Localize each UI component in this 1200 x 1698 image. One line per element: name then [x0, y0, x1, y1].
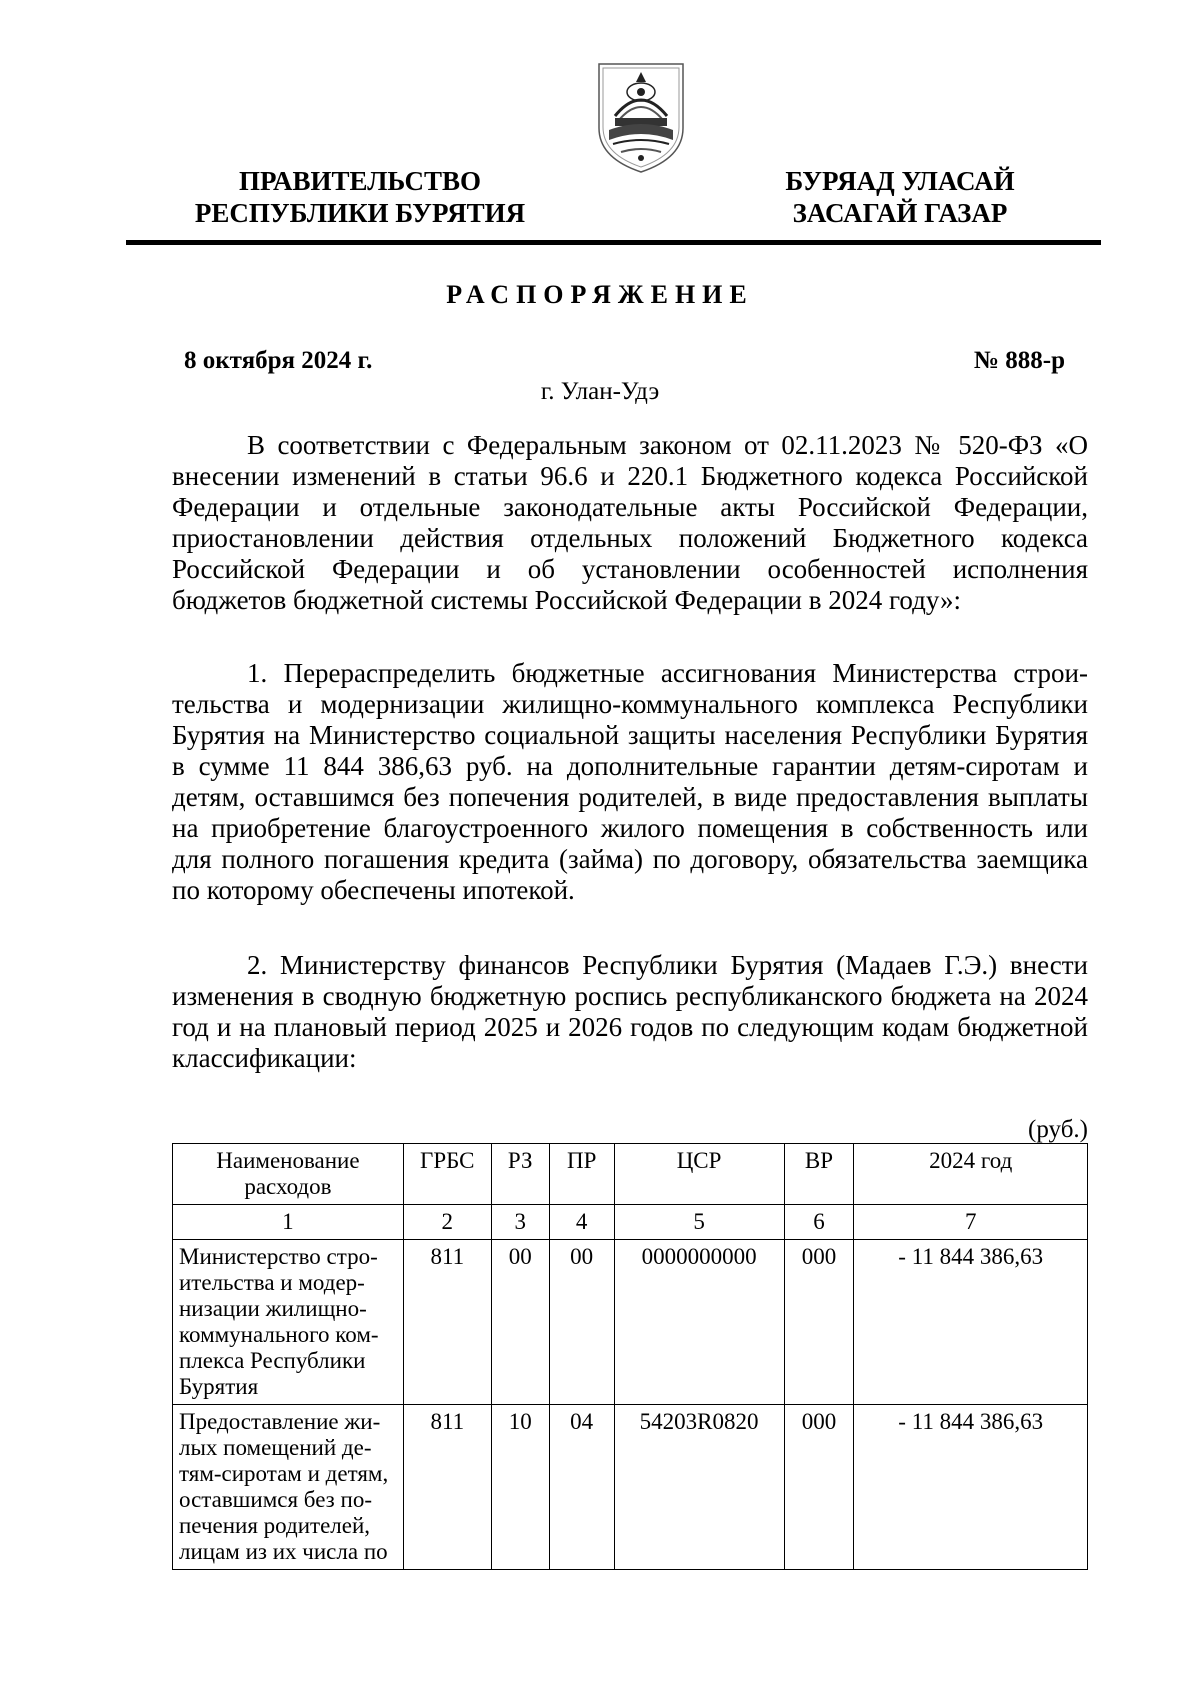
table-column-number-row: [173, 1205, 1088, 1240]
table-row: [173, 1405, 1088, 1570]
row-pr: 00: [549, 1240, 614, 1405]
table-row: [173, 1240, 1088, 1405]
header-right-line1: БУРЯАД УЛАСАЙ: [785, 166, 1015, 196]
document-city: г. Улан-Удэ: [540, 378, 660, 405]
table-unit-label: (руб.): [1028, 1116, 1088, 1143]
row-grbs: 811: [403, 1405, 491, 1570]
table-header-row: [173, 1144, 1088, 1205]
row-amount: - 11 844 386,63: [854, 1240, 1088, 1405]
header-cell-rz: РЗ: [491, 1144, 549, 1205]
header-cell-vr: ВР: [784, 1144, 854, 1205]
column-number: 4: [549, 1205, 614, 1240]
row-grbs: 811: [403, 1240, 491, 1405]
column-number: 6: [784, 1205, 854, 1240]
header-left-line2: РЕСПУБЛИКИ БУРЯТИЯ: [194, 198, 526, 228]
row-rz: 10: [491, 1405, 549, 1570]
preamble-paragraph: В соответствии с Федеральным законом от 02.11.2023 № 520-ФЗ «О внесении изменений в статьи 96.6 и 220.1 Бюджетного кодекса Российской Федерации и отдельные законодательные акты Российской Федерации, приостановлении действия отдельных положений Бюджетного кодекса Российской Федерации и об установлении особенностей исполнения бюджетов бюджетной системы Российской Федерации в 2024 году»:: [172, 430, 1088, 615]
row-name: Министерство строительства и модернизации жилищно-коммунального комплекса Республики Бурятия: [173, 1240, 404, 1405]
header-left-line1: ПРАВИТЕЛЬСТВО: [238, 166, 482, 196]
header-cell-csr: ЦСР: [614, 1144, 784, 1205]
row-name: Предоставление жилых помещений детям-сиротам и детям, оставшимся без попечения родителей, лицам из их числа по: [173, 1405, 404, 1570]
row-amount: - 11 844 386,63: [854, 1405, 1088, 1570]
column-number: 5: [614, 1205, 784, 1240]
document-title: РАСПОРЯЖЕНИЕ: [446, 280, 754, 309]
row-csr: 54203R0820: [614, 1405, 784, 1570]
header-cell-grbs: ГРБС: [403, 1144, 491, 1205]
budget-table: [172, 1143, 1088, 1570]
column-number: 7: [854, 1205, 1088, 1240]
row-vr: 000: [784, 1240, 854, 1405]
header-right-line2: ЗАСАГАЙ ГАЗАР: [792, 198, 1008, 228]
document-date: 8 октября 2024 г.: [184, 347, 373, 374]
header-cell-pr: ПР: [549, 1144, 614, 1205]
row-pr: 04: [549, 1405, 614, 1570]
item-2-paragraph: 2. Министерству финансов Республики Бурятия (Мадаев Г.Э.) внести изменения в сводную бюджетную роспись республиканского бюджета на 2024 год и на плановый период 2025 и 2026 годов по следующим кодам бюджетной классификации:: [172, 950, 1088, 1073]
column-number: 3: [491, 1205, 549, 1240]
column-number: 2: [403, 1205, 491, 1240]
header-cell-name: Наименование расходов: [173, 1144, 404, 1205]
row-csr: 0000000000: [614, 1240, 784, 1405]
row-vr: 000: [784, 1405, 854, 1570]
row-rz: 00: [491, 1240, 549, 1405]
government-name-bua: [740, 165, 1060, 229]
document-number: № 888-р: [973, 347, 1065, 374]
header-divider: [126, 240, 1101, 245]
coat-of-arms-icon: [593, 58, 689, 176]
column-number: 1: [173, 1205, 404, 1240]
government-name-ru: [160, 165, 560, 229]
item-1-paragraph: 1. Перераспределить бюджетные ассигнования Министерства строительства и модернизации жилищно-коммунального комплекса Республики Бурятия на Министерство социальной защиты населения Республики Бурятия в сумме 11 844 386,63 руб. на дополнительные гарантии детям-сиротам и детям, оставшимся без попечения родителей, в виде предоставления выплаты на приобретение благоустроенного жилого помещения в собственность или для полного погашения кредита (займа) по договору, обязательства заемщика по которому обеспечены ипотекой.: [172, 658, 1088, 905]
header-cell-amount: 2024 год: [854, 1144, 1088, 1205]
